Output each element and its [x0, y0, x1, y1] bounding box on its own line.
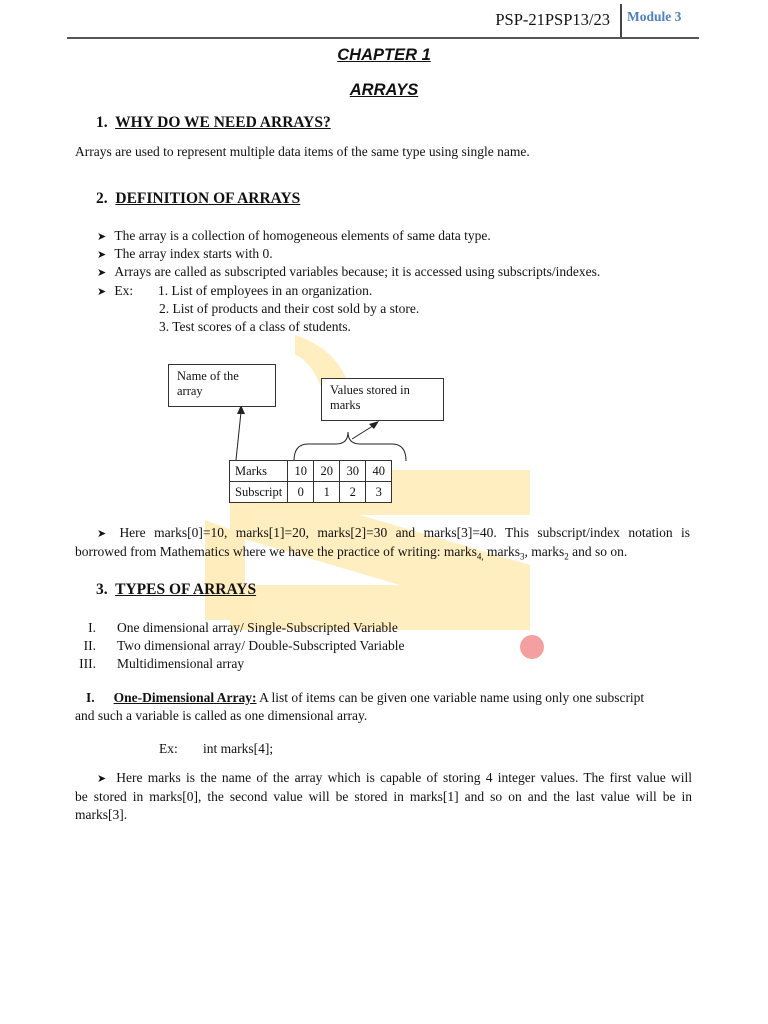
row-label: Subscript: [230, 482, 288, 503]
array-name-box: Name of the array: [168, 364, 276, 407]
notation-text: and so on.: [568, 544, 628, 559]
list-item: One dimensional array/ Single-Subscripted Variable: [117, 620, 398, 635]
list-number: I.: [88, 620, 96, 635]
bullet-text: Arrays are called as subscripted variables because; it is accessed using subscripts/indexes.: [114, 264, 601, 279]
bullet-arrow-icon: ➤: [97, 231, 107, 243]
example-label: Ex:: [114, 283, 134, 298]
bullet-arrow-icon: ➤: [97, 267, 107, 279]
one-dim-line-1: [86, 690, 644, 706]
example-item: 2. List of products and their cost sold by a store.: [159, 301, 420, 316]
example-item: 3. Test scores of a class of students.: [159, 319, 351, 334]
section-3-heading: [96, 581, 256, 599]
row-label: Marks: [230, 461, 288, 482]
table-cell: 1: [314, 482, 340, 503]
table-cell: 20: [314, 461, 340, 482]
subscript: 3: [519, 551, 525, 562]
section-3-number: 3.: [96, 581, 108, 598]
table-row: [230, 482, 392, 503]
list-item: Two dimensional array/ Double-Subscripted Variable: [117, 638, 405, 653]
subscript: 2: [564, 551, 569, 562]
notation-line-2: [75, 544, 627, 562]
table-row: [230, 461, 392, 482]
table-cell: 10: [288, 461, 314, 482]
table-cell: 0: [288, 482, 314, 503]
notation-text: borrowed from Mathematics where we have the practice of writing: marks: [75, 544, 477, 559]
bullet-text: The array index starts with 0.: [114, 246, 273, 261]
list-number: II.: [83, 638, 96, 653]
notation-text: , marks: [524, 544, 565, 559]
explain-line-2: be stored in marks[0], the second value will be stored in marks[1] and so on and the last value will be in: [75, 789, 692, 804]
section-1-number: 1.: [96, 114, 108, 131]
values-box: Values stored in marks: [321, 378, 444, 421]
section-2-number: 2.: [96, 190, 108, 207]
table-cell: 2: [340, 482, 366, 503]
chapter-title: CHAPTER 1: [337, 46, 431, 64]
code-example-label: Ex:: [159, 741, 178, 756]
explain-line-1: [75, 770, 692, 786]
one-dim-text: A list of items can be given one variable name using only one subscript: [256, 690, 645, 705]
code-example: int marks[4];: [203, 741, 274, 756]
one-dim-title: One-Dimensional Array:: [113, 690, 257, 705]
table-cell: 40: [366, 461, 392, 482]
notation-line-1: [75, 525, 690, 541]
section-1-title: WHY DO WE NEED ARRAYS?: [115, 114, 331, 131]
section-2-title: DEFINITION OF ARRAYS: [115, 190, 301, 207]
example-item: 1. List of employees in an organization.: [158, 283, 373, 298]
array-table: [229, 460, 392, 503]
list-number: III.: [79, 656, 96, 671]
notation-text: Here marks[0]=10, marks[1]=20, marks[2]=30 and marks[3]=40. This subscript/index notation is: [119, 525, 691, 540]
section-1-text: Arrays are used to represent multiple data items of the same type using single name.: [75, 144, 530, 159]
table-cell: 3: [366, 482, 392, 503]
bullet-arrow-icon: ➤: [97, 528, 107, 540]
bullet-text: The array is a collection of homogeneous elements of same data type.: [114, 228, 491, 243]
one-dim-text: and such a variable is called as one dimensional array.: [75, 708, 368, 723]
bullet-arrow-icon: ➤: [97, 249, 107, 261]
explain-line-3: marks[3].: [75, 807, 128, 822]
explain-text: Here marks is the name of the array which is capable of storing 4 integer values. The first value will: [116, 770, 693, 785]
topic-title: ARRAYS: [349, 81, 419, 99]
one-dim-number: I.: [86, 690, 95, 705]
table-cell: 30: [340, 461, 366, 482]
list-item: Multidimensional array: [117, 656, 245, 671]
notation-text: marks: [483, 544, 520, 559]
bullet-arrow-icon: ➤: [97, 286, 107, 298]
bullet-arrow-icon: ➤: [97, 773, 107, 785]
section-3-title: TYPES OF ARRAYS: [115, 581, 257, 598]
course-code: PSP-21PSP13/23: [495, 10, 610, 29]
subscript: 4,: [476, 551, 484, 562]
module-label: Module 3: [627, 9, 682, 24]
